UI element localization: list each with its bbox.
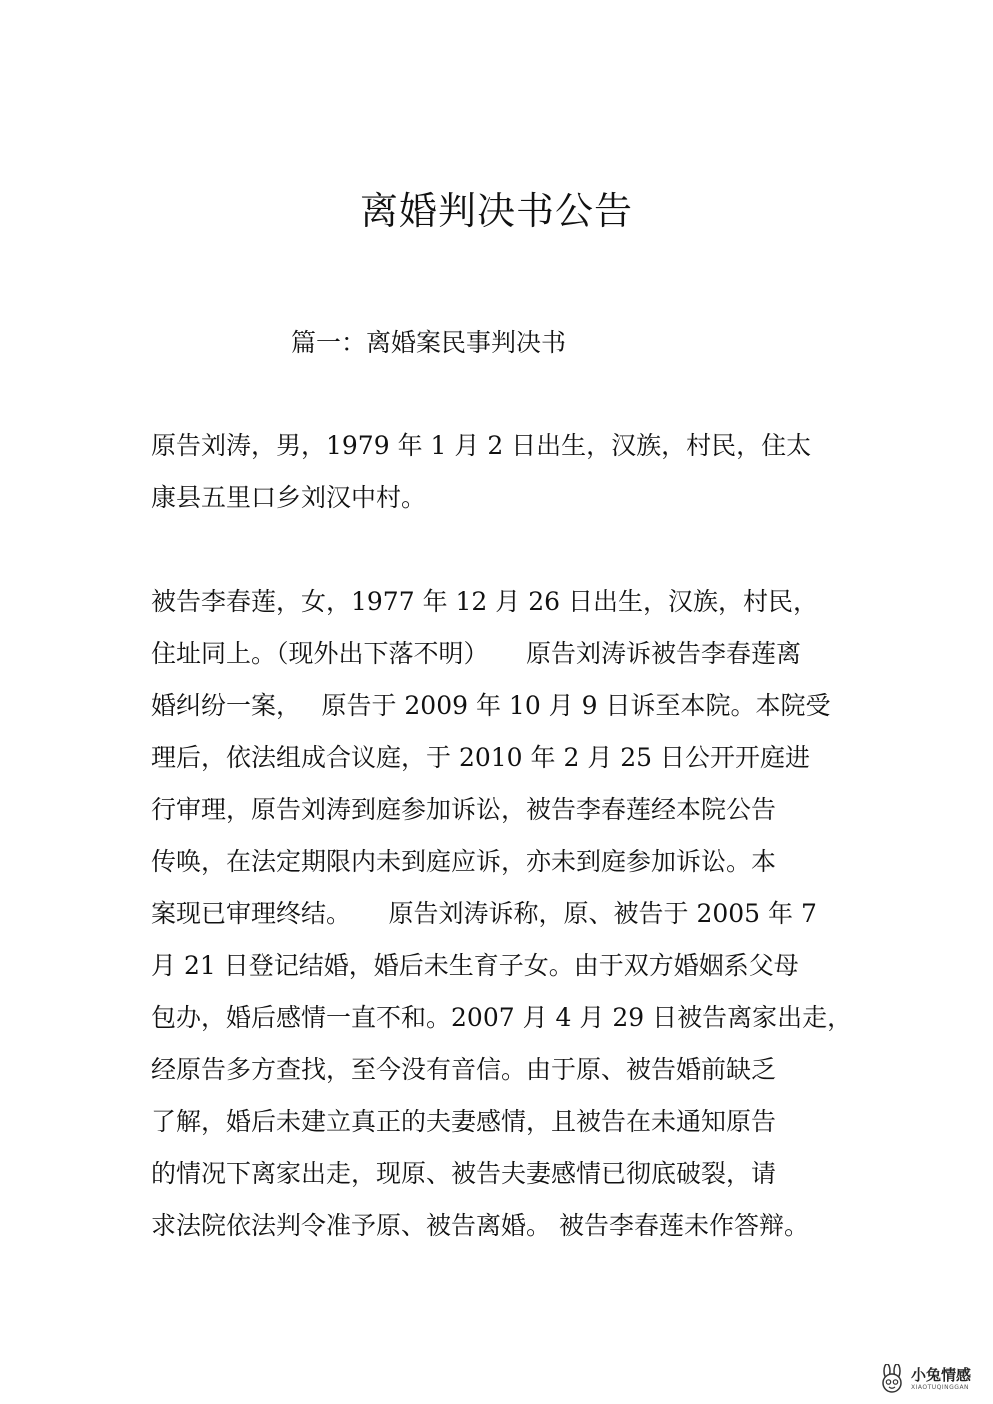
text-line: 康县五里口乡刘汉中村。	[151, 483, 427, 512]
document-subtitle: 篇一：离婚案民事判决书	[291, 328, 567, 357]
text-line: 被告李春莲，女，1977 年 12 月 26 日出生，汉族，村民，	[151, 587, 818, 616]
text-line: 求法院依法判令准予原、被告离婚。 被告李春莲未作答辩。	[151, 1211, 809, 1240]
document-title: 离婚判决书公告	[359, 189, 633, 233]
text-line: 月 21 日登记结婚，婚后未生育子女。由于双方婚姻系父母	[151, 951, 799, 980]
rabbit-logo-icon	[877, 1364, 907, 1394]
paragraph-case-body	[151, 576, 852, 1252]
text-line: 理后，依法组成合议庭，于 2010 年 2 月 25 日公开开庭进	[151, 743, 811, 772]
text-line: 婚纠纷一案， 原告于 2009 年 10 月 9 日诉至本院。本院受	[151, 691, 831, 720]
watermark	[877, 1362, 985, 1396]
watermark-subtext: XIAOTUQINGGAN	[911, 1384, 970, 1391]
text-line: 案现已审理终结。 原告刘涛诉称，原、被告于 2005 年 7	[151, 899, 817, 928]
text-line: 传唤，在法定期限内未到庭应诉，亦未到庭参加诉讼。本	[151, 847, 777, 876]
text-line: 了解，婚后未建立真正的夫妻感情，且被告在未通知原告	[151, 1107, 777, 1136]
text-line: 原告刘涛，男，1979 年 1 月 2 日出生，汉族，村民，住太	[151, 431, 812, 460]
text-line: 包办，婚后感情一直不和。2007 月 4 月 29 日被告离家出走，	[151, 1003, 853, 1032]
text-line: 行审理，原告刘涛到庭参加诉讼，被告李春莲经本院公告	[151, 795, 777, 824]
text-line: 住址同上。（现外出下落不明） 原告刘涛诉被告李春莲离	[151, 639, 802, 668]
text-line: 的情况下离家出走，现原、被告夫妻感情已彻底破裂，请	[151, 1159, 777, 1188]
watermark-name: 小兔情感	[911, 1366, 972, 1384]
text-line: 经原告多方查找，至今没有音信。由于原、被告婚前缺乏	[151, 1055, 777, 1084]
paragraph-plaintiff-info	[151, 420, 811, 524]
